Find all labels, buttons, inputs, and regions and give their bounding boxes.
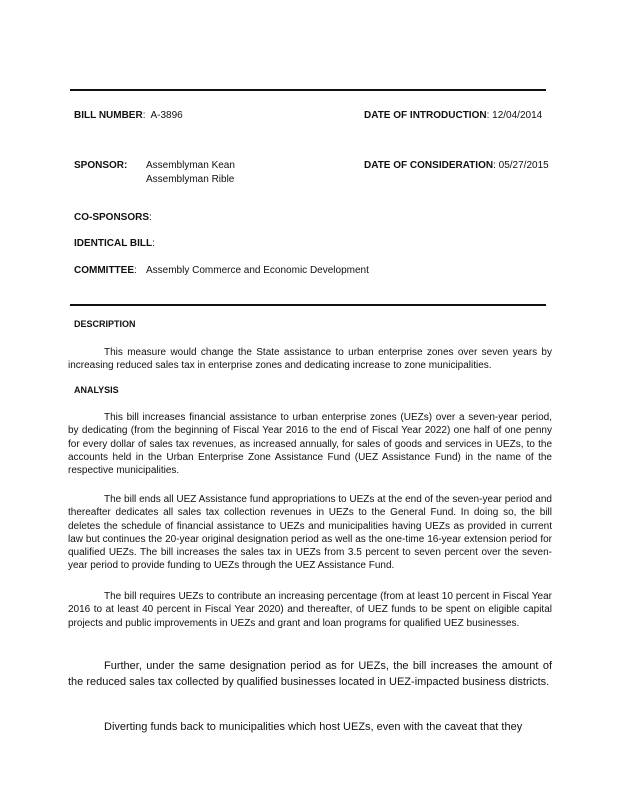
bill-number-label: BILL NUMBER — [74, 110, 143, 121]
analysis-paragraph-5: Diverting funds back to municipalities which host UEZs, even with the caveat that they — [104, 721, 523, 733]
bottom-rule — [70, 304, 546, 306]
analysis-paragraph-1: This bill increases financial assistance to urban enterprise zones (UEZs) over a seven-year period, by dedicating (from the beginning of Fiscal Year 2016 to the end of Fiscal Year 2022) one half of one penny for every dollar of sales tax revenues, as increased annually, for sales of goods and services in UEZs, to the accounts held in the Urban Enterprise Zone Assistance Fund (UEZ Assistance Fund) in the name of the respective municipalities. — [68, 412, 552, 477]
analysis-paragraph-4: Further, under the same designation period as for UEZs, the bill increases the amount of the reduced sales tax collected by qualified businesses located in UEZ-impacted business districts. — [68, 660, 552, 688]
committee-value: Assembly Commerce and Economic Development — [146, 265, 369, 276]
date-introduction-value: 12/04/2014 — [492, 110, 543, 121]
analysis-paragraph-3: The bill requires UEZs to contribute an increasing percentage (from at least 10 percent in Fiscal Year 2016 to at least 40 percent in Fiscal Year 2020) and thereafter, of UEZ funds to be spent on eligible capital projects and public improvements in UEZs and grant and loan programs for qualified UEZ businesses. — [68, 591, 552, 629]
committee-label: COMMITTEE — [74, 265, 134, 276]
date-consideration-value: 05/27/2015 — [498, 160, 549, 171]
identical-bill-row: IDENTICAL BILL: — [74, 238, 155, 249]
identical-bill-label: IDENTICAL BILL — [74, 238, 153, 249]
description-heading: DESCRIPTION — [74, 319, 136, 329]
date-introduction-row: DATE OF INTRODUCTION: 12/04/2014 — [364, 110, 543, 121]
bill-number-row: BILL NUMBER: A-3896 — [74, 110, 183, 121]
sponsor-1: Assemblyman Kean — [146, 160, 235, 171]
bill-number-value: A-3896 — [150, 110, 183, 121]
committee-row: COMMITTEE: — [74, 265, 137, 276]
date-consideration-row: DATE OF CONSIDERATION: 05/27/2015 — [364, 160, 549, 171]
analysis-paragraph-2: The bill ends all UEZ Assistance fund appropriations to UEZs at the end of the seven-year period and thereafter dedicates all sales tax collection revenues in UEZs to the General Fund. In doing so, the bill deletes the schedule of financial assistance to UEZs and municipalities having UEZs as provided in current law but continues the 20-year original designation period as well as the one-time 16-year extension period for qualified UEZs. The bill increases the sales tax in UEZs from 3.5 percent to seven percent over the seven-year period to provide funding to UEZs through the UEZ Assistance Fund. — [68, 494, 552, 572]
cosponsors-row: CO-SPONSORS: — [74, 212, 152, 223]
date-consideration-label: DATE OF CONSIDERATION — [364, 160, 494, 171]
description-text: This measure would change the State assistance to urban enterprise zones over seven years by increasing reduced sales tax in enterprise zones and dedicating increase to zone municipalities. — [68, 347, 552, 372]
sponsor-label: SPONSOR: — [74, 160, 128, 171]
sponsor-2: Assemblyman Rible — [146, 174, 235, 185]
analysis-heading: ANALYSIS — [74, 385, 119, 395]
date-introduction-label: DATE OF INTRODUCTION — [364, 110, 487, 121]
top-rule — [70, 89, 546, 91]
cosponsors-label: CO-SPONSORS — [74, 212, 150, 223]
